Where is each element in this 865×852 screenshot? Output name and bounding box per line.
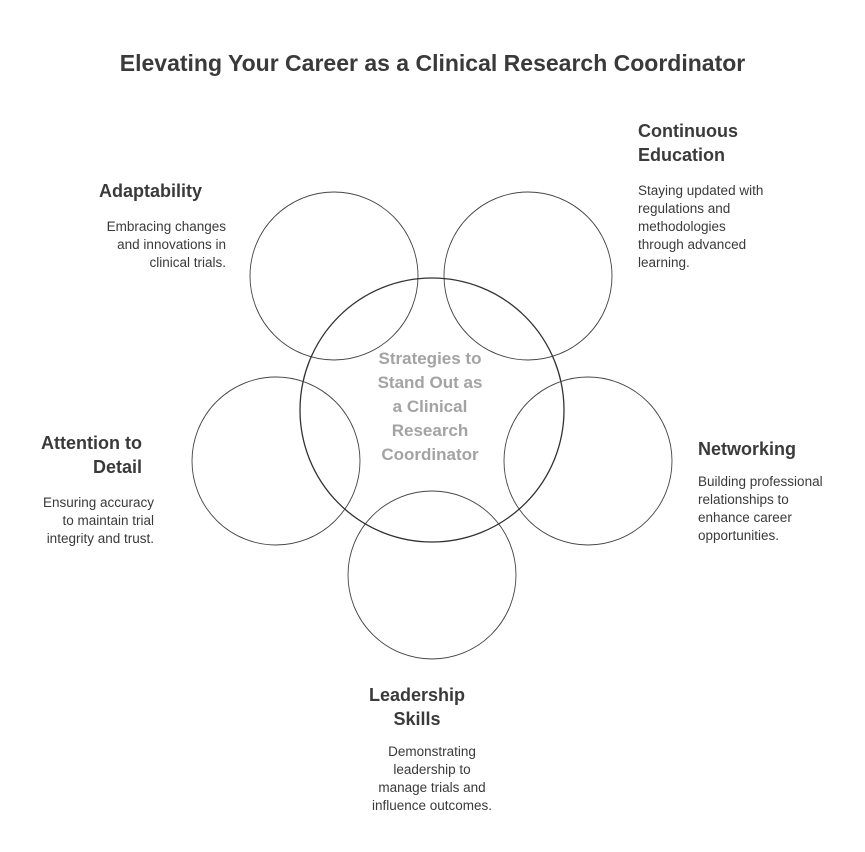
circle-continuous-education [444,192,612,360]
heading-continuous-education: Continuous Education [638,121,738,165]
heading-networking: Networking [698,439,797,459]
circle-networking [504,377,672,545]
description-adaptability: Embracing changes and innovations in clinical trials. [106,219,226,270]
heading-attention-to-detail: Attention to Detail [41,433,142,477]
circle-adaptability [250,192,418,360]
center-label: Strategies to Stand Out as a Clinical Research Coordinator [377,349,483,464]
description-networking: Building professional relationships to enhance career opportunities. [698,474,823,543]
circle-leadership-skills [348,491,516,659]
description-attention-to-detail: Ensuring accuracy to maintain trial integrity and trust. [42,495,154,546]
description-leadership-skills: Demonstrating leadership to manage trials and influence outcomes. [371,744,493,813]
circle-attention-to-detail [192,377,360,545]
heading-leadership-skills: Leadership Skills [368,685,466,729]
description-continuous-education: Staying updated with regulations and methodologies through advanced learning. [638,183,764,270]
diagram-title: Elevating Your Career as a Clinical Research Coordinator [119,50,746,76]
heading-adaptability: Adaptability [98,181,202,201]
